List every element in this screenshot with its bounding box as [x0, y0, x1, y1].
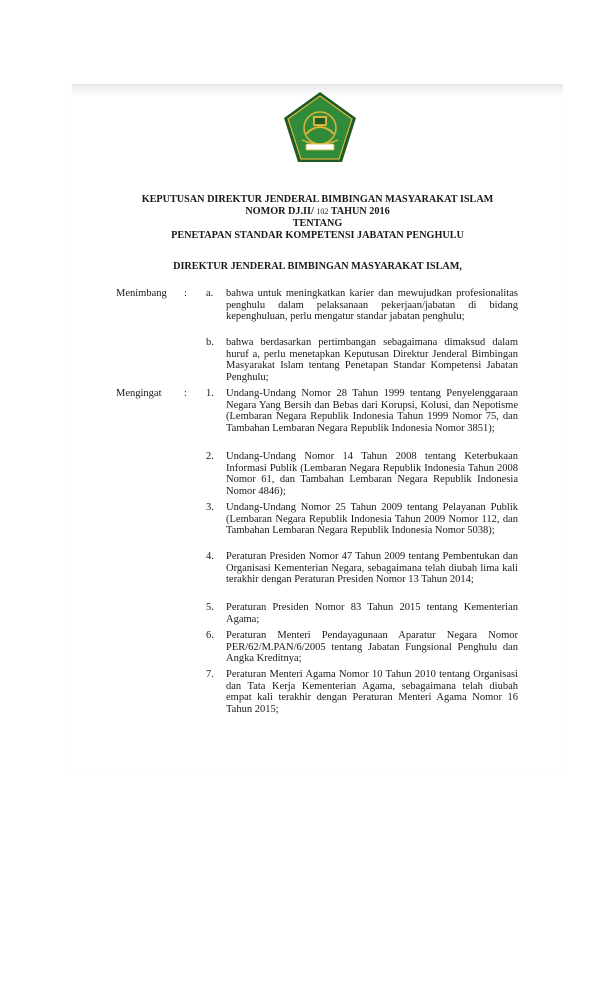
- mengingat-colon: :: [184, 388, 187, 399]
- mengingat-item-7: Peraturan Menteri Agama Nomor 10 Tahun 2010 tentang Organisasi dan Tata Kerja Kementerian Agama, sebagaimana telah diubah empat kali terakhir dengan Peraturan Menteri Agama Nomor 16 Tahun 2015;: [226, 669, 518, 715]
- mengingat-item-4: Peraturan Presiden Nomor 47 Tahun 2009 tentang Pembentukan dan Organisasi Kementerian Negara, sebagaimana telah diubah lima kali terakhir dengan Peraturan Presiden Nomor 13 Tahun 2014;: [226, 551, 518, 586]
- menimbang-marker-b: b.: [206, 337, 214, 348]
- menimbang-label: Menimbang: [116, 288, 167, 299]
- mengingat-item-2: Undang-Undang Nomor 14 Tahun 2008 tentang Keterbukaan Informasi Publik (Lembaran Negara Republik Indonesia Tahun 2008 Nomor 61, dan Tambahan Lembaran Negara Republik Indonesia Nomor 4846);: [226, 451, 518, 497]
- mengingat-item-1: Undang-Undang Nomor 28 Tahun 1999 tentang Penyelenggaraan Negara Yang Bersih dan Bebas dari Korupsi, Kolusi, dan Nepotisme (Lembaran Negara Republik Indonesia Tahun 1999 Nomor 75, dan Tambahan Lembaran Negara Republik Indonesia Nomor 3851);: [226, 388, 518, 434]
- menimbang-marker-a: a.: [206, 288, 214, 299]
- decree-title: KEPUTUSAN DIREKTUR JENDERAL BIMBINGAN MASYARAKAT ISLAM: [141, 194, 494, 205]
- mengingat-marker-5: 5.: [206, 602, 214, 613]
- mengingat-marker-2: 2.: [206, 451, 214, 462]
- kemenag-emblem-icon: [282, 90, 358, 166]
- mengingat-marker-3: 3.: [206, 502, 214, 513]
- mengingat-marker-4: 4.: [206, 551, 214, 562]
- menimbang-item-a: bahwa untuk meningkatkan karier dan mewujudkan profesionalitas penghulu dalam pelaksanaan pekerjaan/jabatan di bidang kepenghuluan, perlu mengatur standar jabatan penghulu;: [226, 288, 518, 323]
- decree-number-prefix: NOMOR DJ.II/: [245, 206, 314, 217]
- mengingat-item-3: Undang-Undang Nomor 25 Tahun 2009 tentang Pelayanan Publik (Lembaran Negara Republik Indonesia Tahun 2009 Nomor 112, dan Tambahan Lembaran Negara Republik Indonesia Nomor 5038);: [226, 502, 518, 537]
- decree-year: TAHUN 2016: [330, 206, 390, 217]
- mengingat-marker-7: 7.: [206, 669, 214, 680]
- decree-tentang: TENTANG: [292, 218, 343, 229]
- decree-number-value: 102: [316, 207, 329, 216]
- decree-subject: PENETAPAN STANDAR KOMPETENSI JABATAN PENGHULU: [171, 230, 464, 241]
- mengingat-label: Mengingat: [116, 388, 162, 399]
- mengingat-marker-6: 6.: [206, 630, 214, 641]
- mengingat-item-6: Peraturan Menteri Pendayagunaan Aparatur Negara Nomor PER/62/M.PAN/6/2005 tentang Jabatan Fungsional Penghulu dan Angka Kreditnya;: [226, 630, 518, 665]
- menimbang-colon: :: [184, 288, 187, 299]
- mengingat-marker-1: 1.: [206, 388, 214, 399]
- mengingat-item-5: Peraturan Presiden Nomor 83 Tahun 2015 tentang Kementerian Agama;: [226, 602, 518, 625]
- issuer-title: DIREKTUR JENDERAL BIMBINGAN MASYARAKAT ISLAM,: [173, 261, 462, 272]
- decree-number: [72, 206, 563, 219]
- menimbang-item-b: bahwa berdasarkan pertimbangan sebagaimana dimaksud dalam huruf a, perlu menetapkan Keputusan Direktur Jenderal Bimbingan Masyarakat Islam tentang Penetapan Standar Kompetensi Jabatan Penghulu;: [226, 337, 518, 383]
